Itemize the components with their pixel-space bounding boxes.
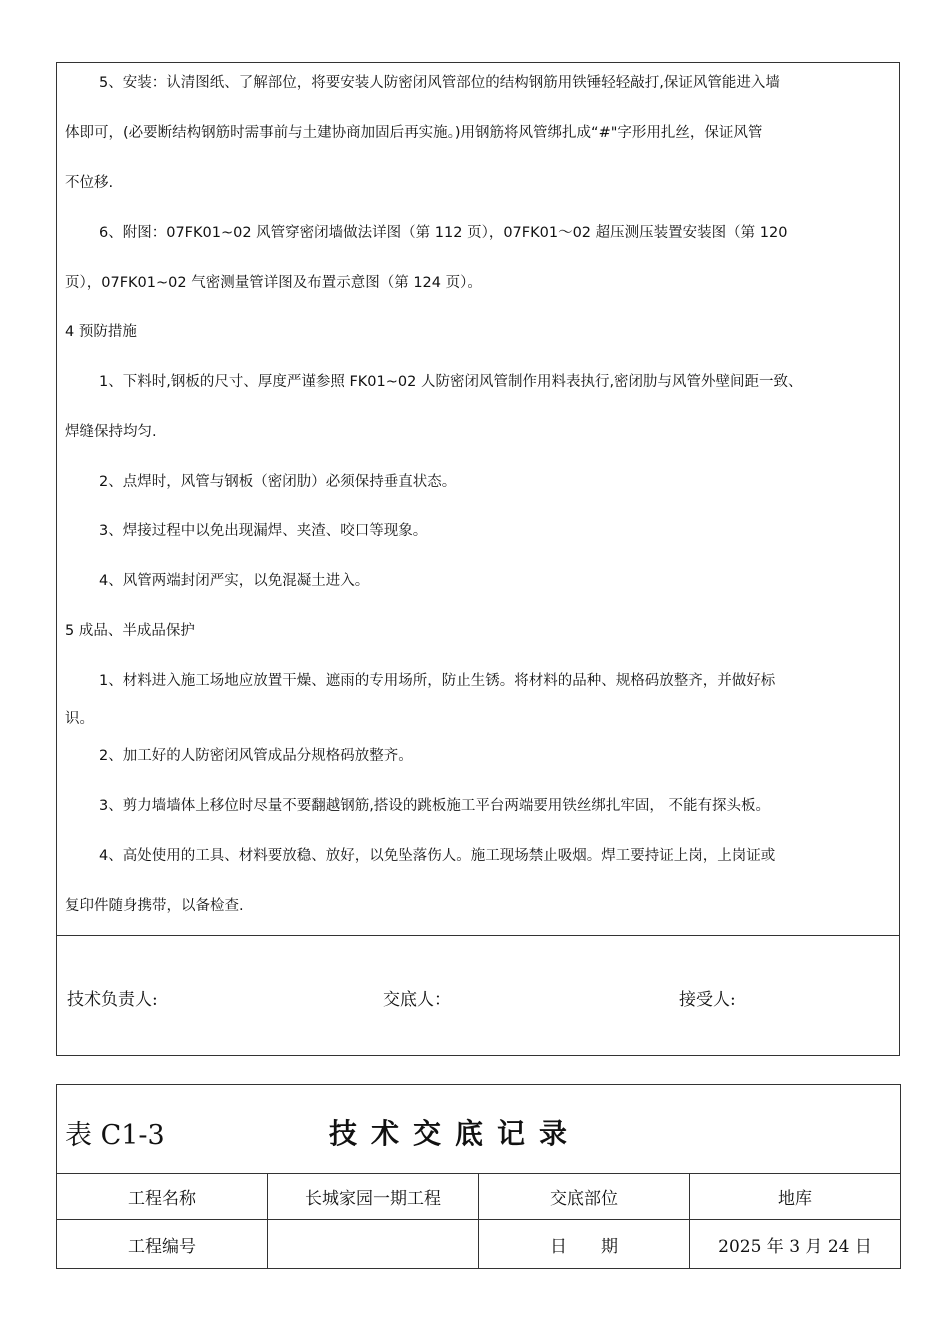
section-heading: 4 预防措施 <box>65 324 137 340</box>
paragraph-line: 5、安装：认清图纸、了解部位，将要安装人防密闭风管部位的结构钢筋用铁锤轻轻敲打,保证风管能进入墙 <box>99 75 780 91</box>
date-value: 2025 年 3 月 24 日 <box>718 1236 872 1257</box>
paragraph-line: 4、高处使用的工具、材料要放稳、放好，以免坠落伤人。施工现场禁止吸烟。焊工要持证上岗，上岗证或 <box>99 848 776 864</box>
signature-row <box>57 985 899 1009</box>
paragraph-line: 3、焊接过程中以免出现漏焊、夹渣、咬口等现象。 <box>99 523 428 539</box>
paragraph-line: 3、剪力墙墙体上移位时尽量不要翻越钢筋,搭设的跳板施工平台两端要用铁丝绑扎牢固， 不能有探头板。 <box>99 798 770 814</box>
paragraph-line: 1、下料时,钢板的尺寸、厚度严谨参照 FK01~02 人防密闭风管制作用料表执行,密闭肋与风管外壁间距一致、 <box>99 374 803 390</box>
paragraph-line: 识。 <box>65 711 94 727</box>
form-title: 技术交底记录 <box>329 1117 582 1150</box>
date-label: 日 期 <box>479 1220 690 1268</box>
form-info-grid <box>57 1173 900 1268</box>
tech-lead-label: 技术负责人: <box>67 990 158 1010</box>
receiver-label: 接受人: <box>679 990 736 1010</box>
paragraph-line: 1、材料进入施工场地应放置干燥、遮雨的专用场所，防止生锈。将材料的品种、规格码放整齐，并做好标 <box>99 673 776 689</box>
paragraph-line: 焊缝保持均匀. <box>65 424 157 440</box>
section-heading: 5 成品、半成品保护 <box>65 623 195 639</box>
disclosure-part-value: 地库 <box>778 1188 812 1209</box>
form-number: 表 C1-3 <box>65 1120 165 1151</box>
paragraph-line: 页），07FK01~02 气密测量管详图及布置示意图（第 124 页）。 <box>65 275 482 291</box>
project-number-value <box>268 1220 479 1268</box>
section-divider <box>57 935 899 936</box>
paragraph-line: 4、风管两端封闭严实，以免混凝土进入。 <box>99 573 370 589</box>
form-title-row <box>57 1085 900 1174</box>
paragraph-line: 复印件随身携带，以备检查. <box>65 898 244 914</box>
disclosure-form-header <box>56 1084 901 1269</box>
project-name-value: 长城家园一期工程 <box>268 1173 479 1219</box>
disclosure-part-label: 交底部位 <box>479 1173 690 1219</box>
project-number-label: 工程编号 <box>57 1220 268 1268</box>
presenter-label: 交底人： <box>383 990 451 1010</box>
paragraph-line: 2、点焊时，风管与钢板（密闭肋）必须保持垂直状态。 <box>99 474 457 490</box>
paragraph-line: 体即可，(必要断结构钢筋时需事前与土建协商加固后再实施。)用钢筋将风管绑扎成“#"字形用扎丝，保证风管 <box>65 125 763 141</box>
paragraph-line: 不位移. <box>65 175 114 191</box>
project-name-label: 工程名称 <box>57 1173 268 1219</box>
disclosure-content-box <box>56 62 900 1056</box>
paragraph-line: 2、加工好的人防密闭风管成品分规格码放整齐。 <box>99 748 413 764</box>
paragraph-line: 6、附图：07FK01~02 风管穿密闭墙做法详图（第 112 页），07FK01～02 超压测压装置安装图（第 120 <box>99 225 788 241</box>
